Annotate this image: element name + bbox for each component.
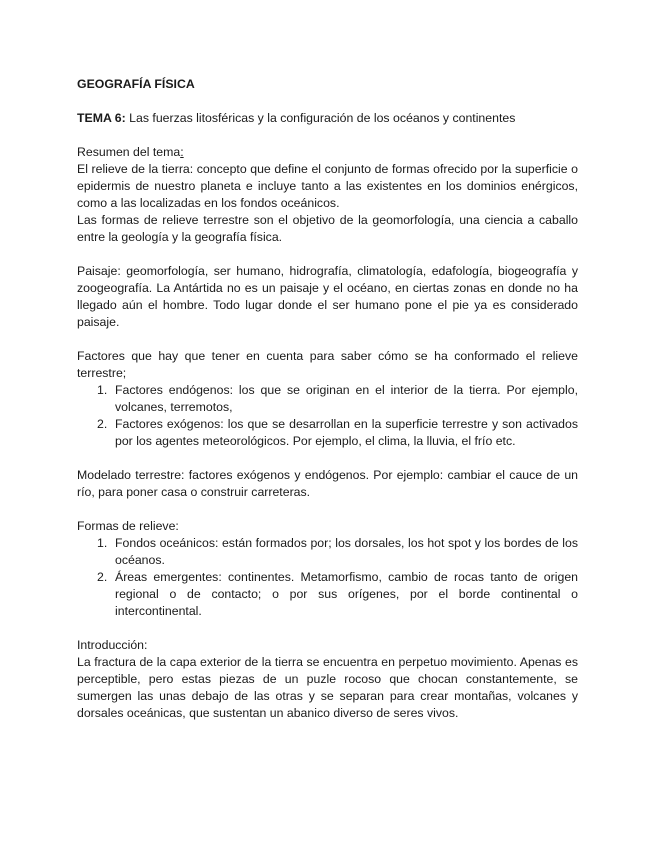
list-item: 2. Factores exógenos: los que se desarrollan en la superficie terrestre y son activados por los agentes meteorológicos. Por ejemplo, el clima, la lluvia, el frío etc. <box>97 417 578 448</box>
tema-label: TEMA 6: <box>77 111 126 125</box>
resumen-heading: Resumen del tema: <box>77 145 184 159</box>
formas-list <box>77 535 578 620</box>
factores-list <box>77 382 578 450</box>
factores-intro: Factores que hay que tener en cuenta para saber cómo se ha conformado el relieve terrestre; <box>77 349 578 380</box>
intro-heading: Introducción: <box>77 638 148 652</box>
tema-text: Las fuerzas litosféricas y la configuración de los océanos y continentes <box>129 111 516 125</box>
modelado-paragraph: Modelado terrestre: factores exógenos y endógenos. Por ejemplo: cambiar el cauce de un río, para poner casa o construir carreteras. <box>77 468 578 499</box>
list-item: 1. Fondos oceánicos: están formados por; los dorsales, los hot spot y los bordes de los océanos. <box>97 536 578 567</box>
relieve-paragraph-1: El relieve de la tierra: concepto que define el conjunto de formas ofrecido por la superficie o epidermis de nuestro planeta e incluye tanto a las existentes en los dominios enérgicos, como a las localizadas en los fondos oceánicos. <box>77 162 578 210</box>
paisaje-paragraph: Paisaje: geomorfología, ser humano, hidrografía, climatología, edafología, biogeografía y zoogeografía. La Antártida no es un paisaje y el océano, en ciertas zonas en donde no ha llegado aún el hombre. Todo lugar donde el ser humano pone el pie ya es considerado paisaje. <box>77 264 578 329</box>
tema-line <box>77 110 578 127</box>
formas-intro: Formas de relieve: <box>77 519 179 533</box>
document-page <box>77 76 578 722</box>
intro-paragraph: La fractura de la capa exterior de la tierra se encuentra en perpetuo movimiento. Apenas es perceptible, pero estas piezas de un puzle rocoso que chocan constantemente, se sumergen las unas debajo de las otras y se separan para crear montañas, volcanes y dorsales oceánicas, que sustentan un abanico diverso de seres vivos. <box>77 655 578 720</box>
relieve-paragraph-2: Las formas de relieve terrestre son el objetivo de la geomorfología, una ciencia a caballo entre la geología y la geografía física. <box>77 213 578 244</box>
document-title: GEOGRAFÍA FÍSICA <box>77 77 195 91</box>
list-item: 2. Áreas emergentes: continentes. Metamorfismo, cambio de rocas tanto de origen regional o de contacto; o por sus orígenes, por el borde continental o intercontinental. <box>97 570 578 618</box>
list-item: 1. Factores endógenos: los que se originan en el interior de la tierra. Por ejemplo, volcanes, terremotos, <box>97 383 578 414</box>
